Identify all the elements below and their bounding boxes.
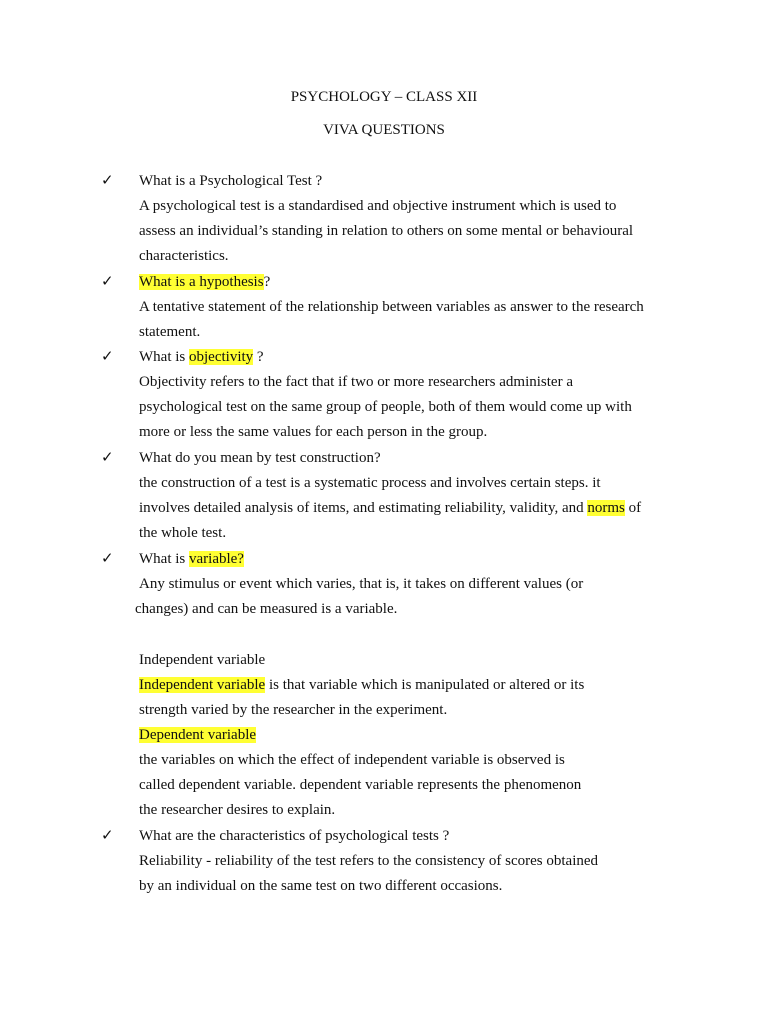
- question-4: What do you mean by test construction?: [139, 450, 381, 466]
- answer-2-line-1: A tentative statement of the relationship between variables as answer to the research: [139, 299, 644, 315]
- independent-variable-heading: Independent variable: [139, 652, 266, 668]
- answer-6-line-2: by an individual on the same test on two different occasions.: [139, 878, 503, 894]
- checkmark-icon: ✓: [101, 549, 114, 567]
- answer-3-line-2: psychological test on the same group of people, both of them would come up with: [139, 399, 632, 415]
- question-3-tail: ?: [253, 349, 264, 365]
- question-5: [139, 549, 244, 569]
- question-2-tail: ?: [263, 274, 271, 290]
- checkmark-icon: ✓: [101, 448, 114, 466]
- answer-1-line-3: characteristics.: [139, 248, 229, 264]
- dependent-variable-heading: [139, 725, 256, 745]
- checkmark-icon: ✓: [101, 171, 114, 189]
- answer-2-line-2: statement.: [139, 324, 201, 340]
- checkmark-icon: ✓: [101, 272, 114, 290]
- iv-text-line-2: strength varied by the researcher in the experiment.: [139, 702, 448, 718]
- checkmark-icon: ✓: [101, 347, 114, 365]
- answer-1-line-2: assess an individual’s standing in relation to others on some mental or behavioural: [139, 223, 634, 239]
- dv-text-line-1: the variables on which the effect of independent variable is observed is: [139, 752, 565, 768]
- question-1: What is a Psychological Test ?: [139, 173, 323, 189]
- iv-text: is that variable which is manipulated or altered or its: [265, 677, 585, 693]
- answer-6-line-1: Reliability - reliability of the test refers to the consistency of scores obtained: [139, 853, 599, 869]
- answer-1-line-1: A psychological test is a standardised and objective instrument which is used to: [139, 198, 617, 214]
- highlighted-text: What is a hypothesis: [139, 274, 264, 290]
- answer-4-pre: involves detailed analysis of items, and estimating reliability, validity, and: [139, 500, 588, 516]
- document-subtitle: VIVA QUESTIONS: [323, 122, 445, 138]
- document-title: PSYCHOLOGY – CLASS XII: [290, 89, 478, 105]
- answer-5-line-1: Any stimulus or event which varies, that is, it takes on different values (or: [139, 576, 584, 592]
- question-3-pre: What is: [139, 349, 189, 365]
- dv-text-line-3: the researcher desires to explain.: [139, 802, 336, 818]
- question-3: [139, 347, 264, 367]
- question-5-pre: What is: [139, 551, 189, 567]
- dv-text-line-2: called dependent variable. dependent variable represents the phenomenon: [139, 777, 582, 793]
- checkmark-icon: ✓: [101, 826, 114, 844]
- answer-4-line-1: the construction of a test is a systematic process and involves certain steps. it: [139, 475, 601, 491]
- answer-3-line-3: more or less the same values for each person in the group.: [139, 424, 488, 440]
- answer-4-line-3: the whole test.: [139, 525, 227, 541]
- answer-5-line-2: changes) and can be measured is a variable.: [135, 601, 398, 617]
- highlighted-text: variable?: [189, 551, 244, 567]
- highlighted-text: Dependent variable: [139, 727, 257, 743]
- question-2: [139, 272, 270, 292]
- highlighted-text: norms: [587, 500, 625, 516]
- answer-4-tail: of: [624, 500, 642, 516]
- highlighted-text: Independent variable: [139, 677, 266, 693]
- answer-4-line-2: [139, 498, 641, 518]
- question-6: What are the characteristics of psychological tests ?: [139, 828, 450, 844]
- highlighted-text: objectivity: [189, 349, 254, 365]
- independent-variable-definition: [139, 675, 584, 695]
- answer-3-line-1: Objectivity refers to the fact that if two or more researchers administer a: [139, 374, 573, 390]
